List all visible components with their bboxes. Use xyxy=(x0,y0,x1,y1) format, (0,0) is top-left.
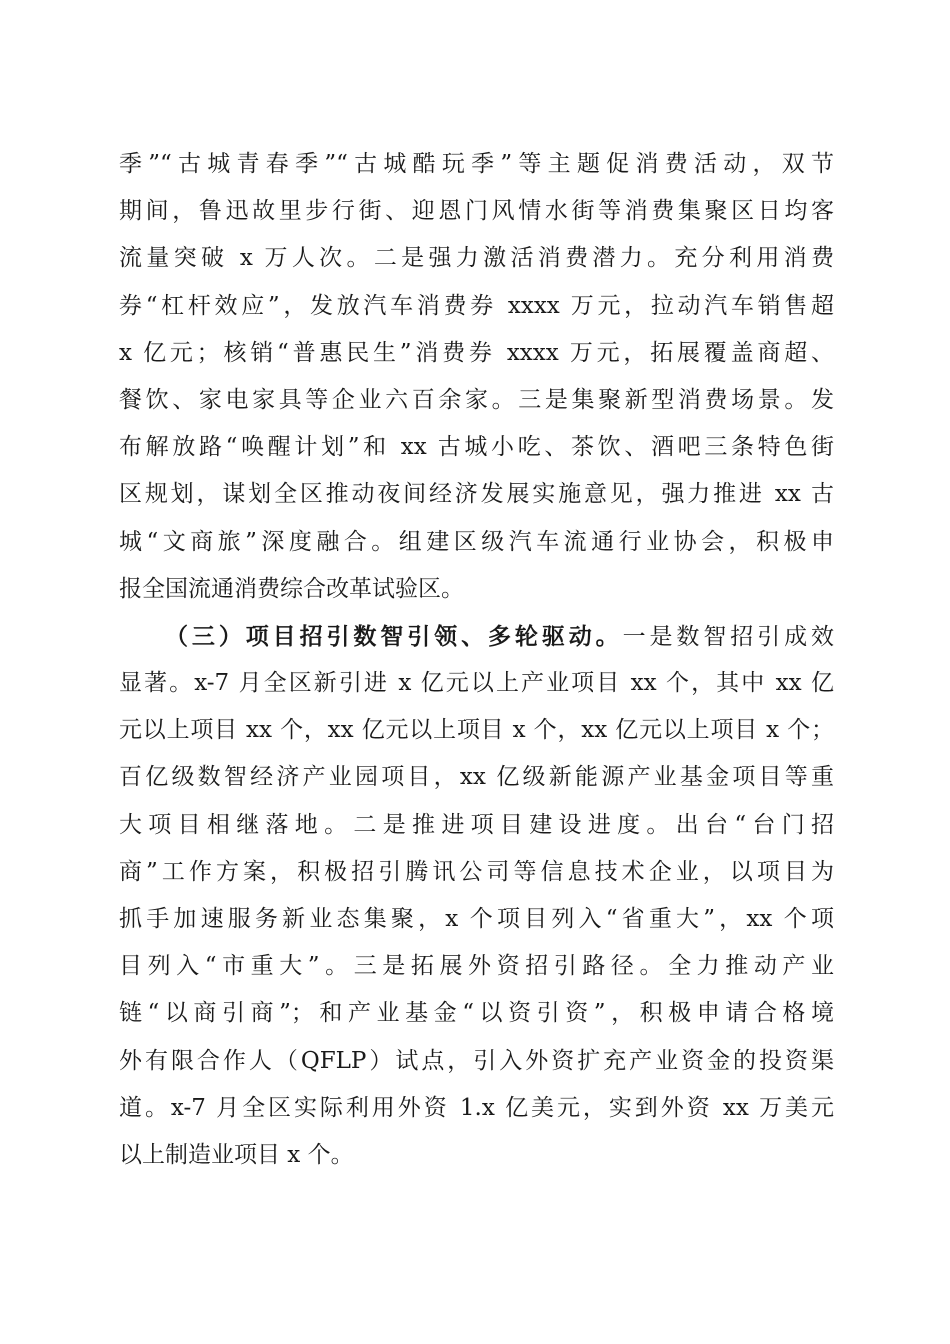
text-line: 目列入“市重大”。三是拓展外资招引路径。全力推动产业 xyxy=(119,953,834,980)
text-line: 区规划，谋划全区推动夜间经济发展实施意见，强力推进 xx 古 xyxy=(119,481,834,508)
text-line: 百亿级数智经济产业园项目，xx 亿级新能源产业基金项目等重 xyxy=(119,764,834,791)
text-line: 链“以商引商”；和产业基金“以资引资”，积极申请合格境 xyxy=(119,1000,834,1027)
text-line: 以上制造业项目 x 个。 xyxy=(119,1141,354,1168)
text-line: 显著。x-7 月全区新引进 x 亿元以上产业项目 xx 个，其中 xx 亿 xyxy=(119,670,834,697)
text-line: 报全国流通消费综合改革试验区。 xyxy=(119,575,464,602)
text-line: 期间，鲁迅故里步行街、迎恩门风情水街等消费集聚区日均客 xyxy=(119,198,834,225)
text-line: 餐饮、家电家具等企业六百余家。三是集聚新型消费场景。发 xyxy=(119,386,834,413)
text-line: x 亿元；核销“普惠民生”消费券 xxxx 万元，拓展覆盖商超、 xyxy=(119,339,834,366)
body-text xyxy=(119,141,834,1179)
text-line: 布解放路“唤醒计划”和 xx 古城小吃、茶饮、酒吧三条特色街 xyxy=(119,434,834,461)
text-line: 券“杠杆效应”，发放汽车消费券 xxxx 万元，拉动汽车销售超 xyxy=(119,292,834,319)
text-line: 抓手加速服务新业态集聚，x 个项目列入“省重大”，xx 个项 xyxy=(119,906,834,932)
section-heading: （三）项目招引数智引领、多轮驱动。 xyxy=(165,622,623,650)
text-line: 外有限合作人（QFLP）试点，引入外资扩充产业资金的投资渠 xyxy=(119,1047,834,1074)
heading-line-rest: 一是数智招引成效 xyxy=(622,623,835,650)
text-line: 城“文商旅”深度融合。组建区级汽车流通行业协会，积极申 xyxy=(119,528,834,555)
text-line: 道。x-7 月全区实际利用外资 1.x 亿美元，实到外资 xx 万美元 xyxy=(119,1094,834,1121)
text-line: 商”工作方案，积极招引腾讯公司等信息技术企业，以项目为 xyxy=(119,858,834,885)
paragraph-consumption xyxy=(119,141,834,613)
paragraph-project-attraction xyxy=(119,613,834,1179)
text-line: 流量突破 x 万人次。二是强力激活消费潜力。充分利用消费 xyxy=(119,245,834,272)
text-line: 季”“古城青春季”“古城酷玩季”等主题促消费活动，双节 xyxy=(119,151,834,177)
text-line-first xyxy=(119,613,834,660)
text-line: 元以上项目 xx 个，xx 亿元以上项目 x 个，xx 亿元以上项目 x 个； xyxy=(119,717,834,744)
text-line: 大项目相继落地。二是推进项目建设进度。出台“台门招 xyxy=(119,811,834,838)
